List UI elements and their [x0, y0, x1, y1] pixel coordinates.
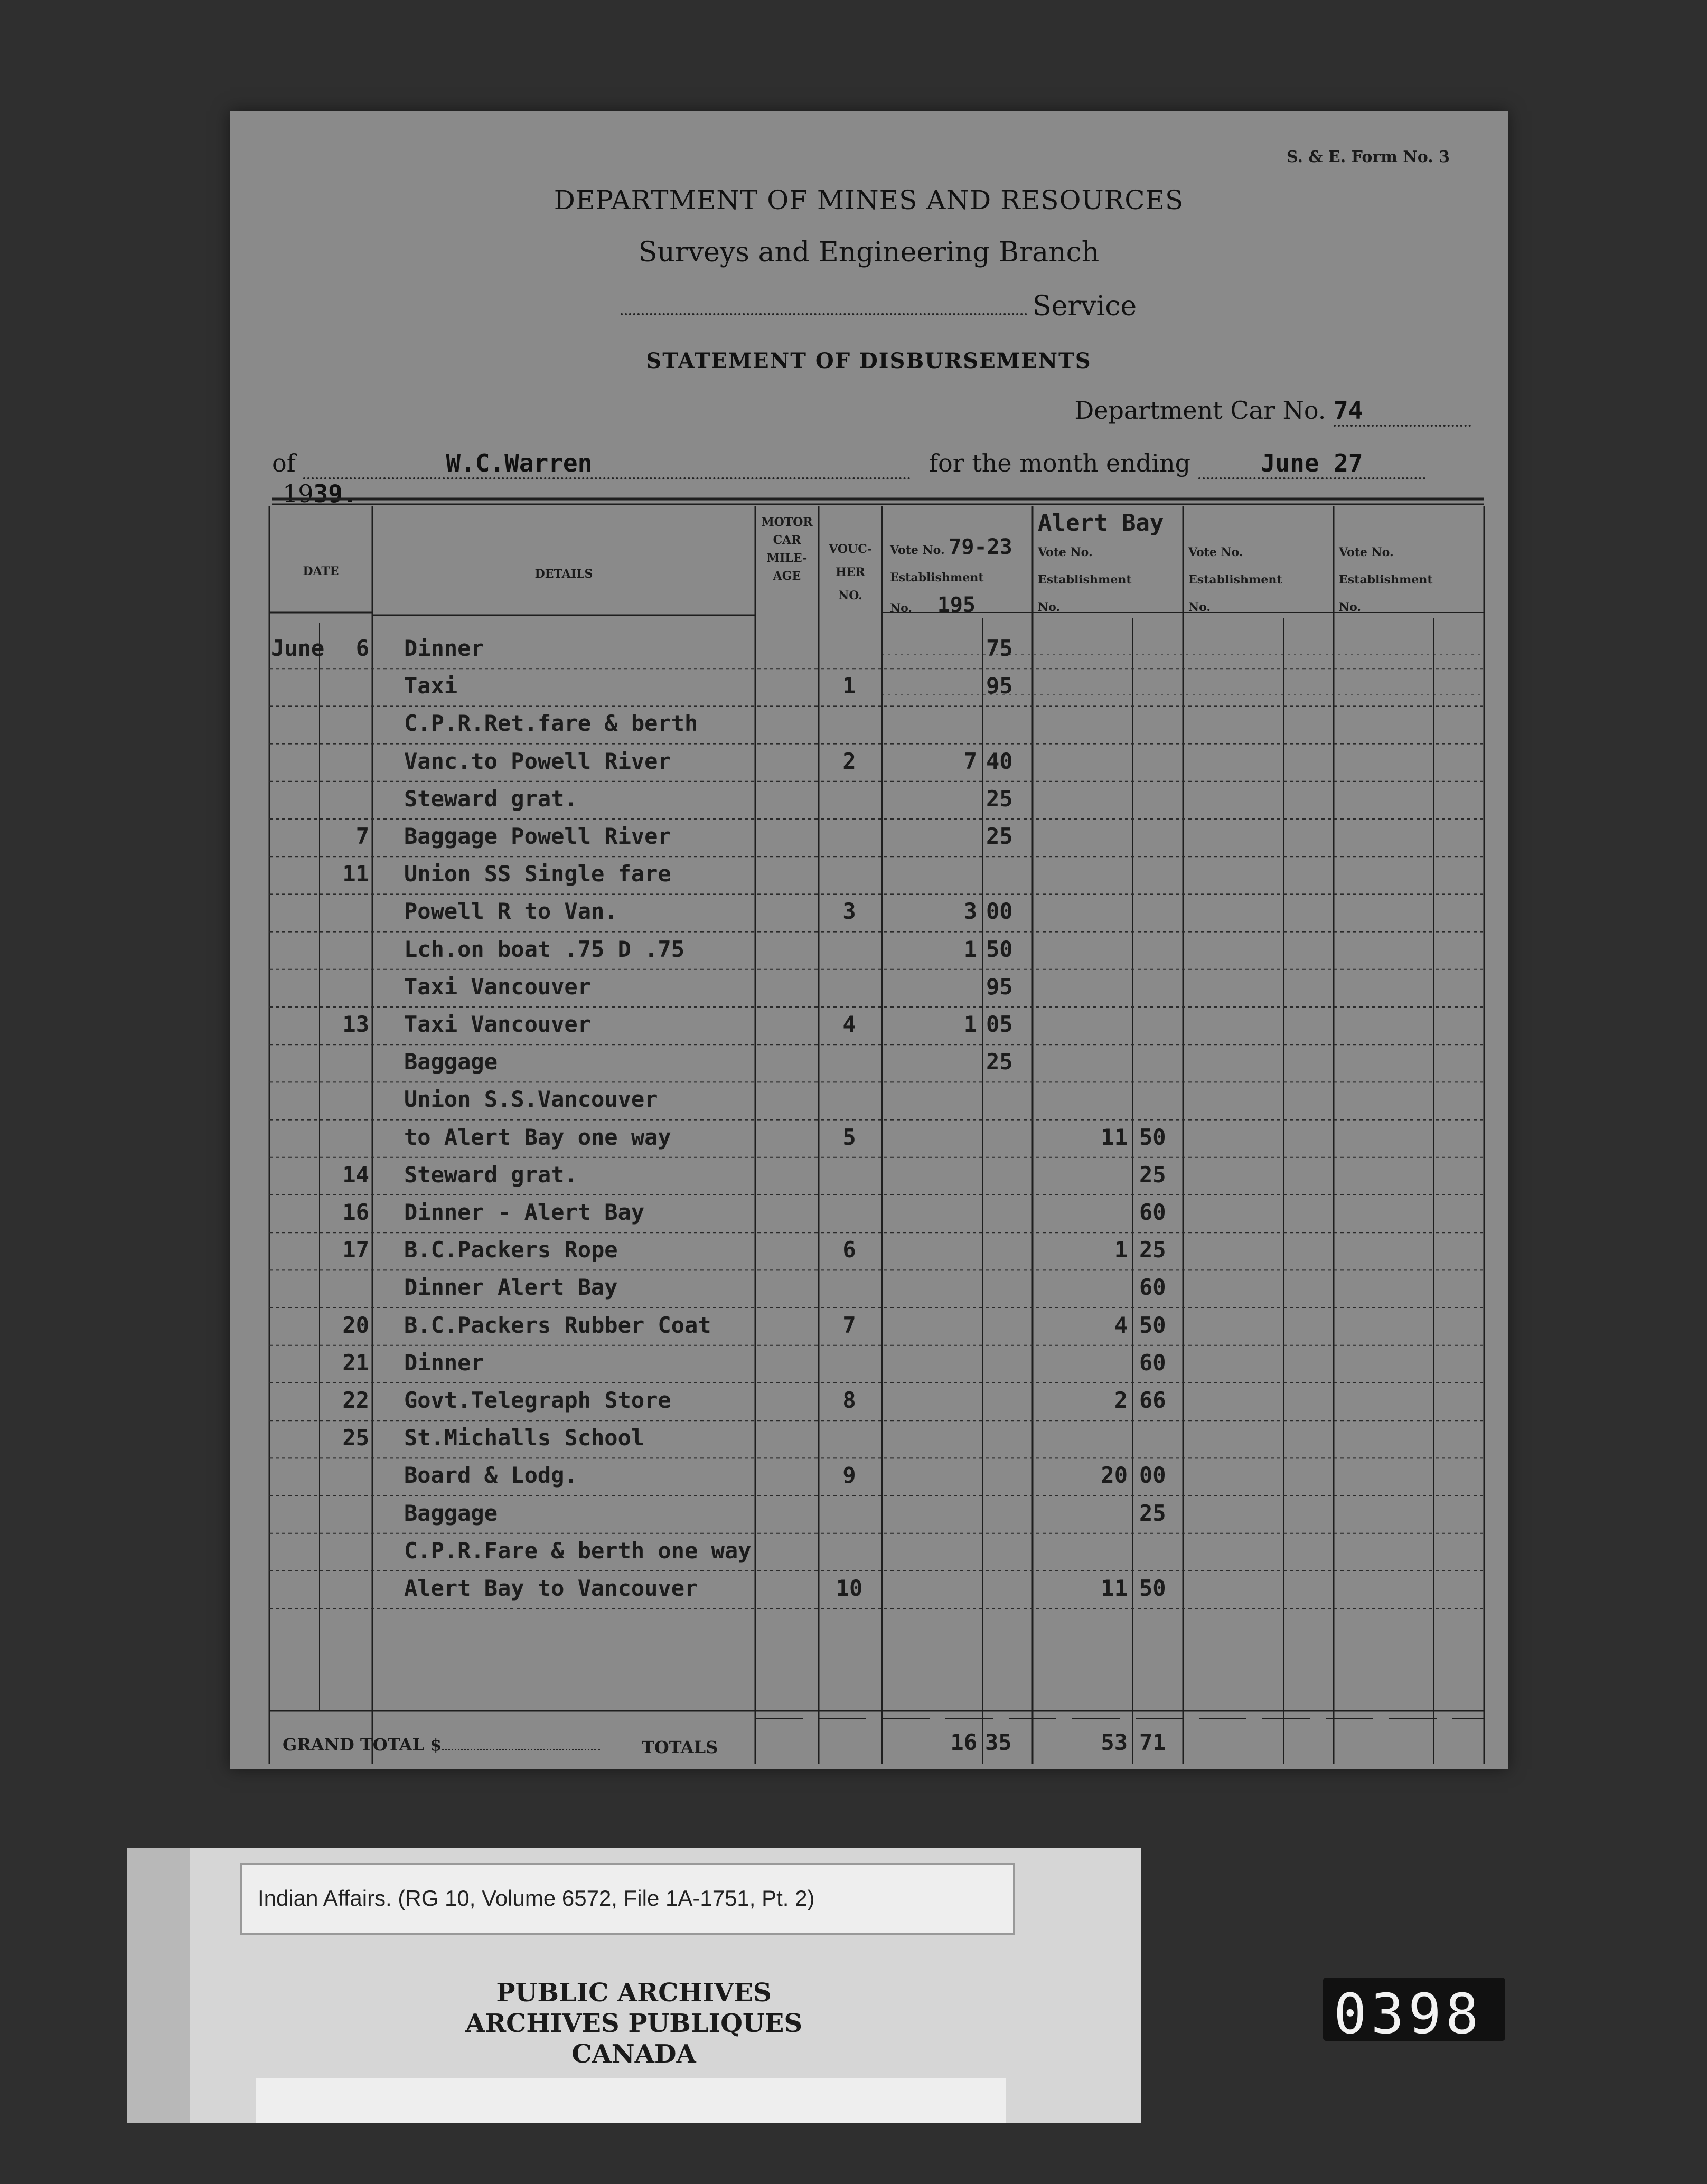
vote1-cents: 25	[986, 1049, 1013, 1075]
voucher-number: 4	[842, 1011, 856, 1037]
vote2-cents: 50	[1139, 1124, 1166, 1150]
detail-text: B.C.Packers Rope	[404, 1237, 618, 1263]
mileage-header-line: CAR	[773, 533, 801, 547]
date-day: 17	[342, 1237, 369, 1263]
date-day: 16	[342, 1199, 369, 1225]
establishment-label: Establishment	[890, 571, 984, 585]
detail-text: Board & Lodg.	[404, 1462, 578, 1489]
date-day: 25	[342, 1425, 369, 1451]
no-label: No.	[1339, 600, 1362, 614]
month-label: for the month ending	[928, 449, 1191, 477]
voucher-number: 9	[842, 1462, 856, 1489]
detail-text: Dinner	[404, 635, 484, 661]
grand-total-label	[283, 1735, 600, 1755]
archive-reference: Indian Affairs. (RG 10, Volume 6572, File 1A-1751, Pt. 2)	[258, 1886, 815, 1910]
vote2-dollars: 4	[1114, 1312, 1128, 1338]
no-label: No.	[890, 601, 913, 615]
voucher-number: 3	[842, 898, 856, 925]
vote-label: Vote No.	[890, 543, 945, 557]
vote1-cents: 40	[986, 748, 1013, 774]
car-number: 74	[1334, 396, 1471, 427]
vote2-cents: 50	[1139, 1312, 1166, 1338]
month-value: June 27	[1198, 449, 1425, 479]
detail-text: Union SS Single fare	[404, 861, 671, 887]
date-day: 22	[342, 1387, 369, 1413]
detail-text: St.Michalls School	[404, 1425, 645, 1451]
vote1-number: 79-23	[949, 535, 1012, 559]
date-day: 11	[342, 861, 369, 887]
vote1-establishment-number: 195	[937, 593, 976, 617]
vote-label: Vote No.	[1188, 545, 1243, 559]
detail-text: Steward grat.	[404, 1161, 578, 1188]
frame-number-counter	[1323, 1978, 1505, 2046]
branch-title: Surveys and Engineering Branch	[638, 237, 1100, 268]
label-bottom-strip	[256, 2078, 1006, 2123]
vote1-cents: 00	[986, 898, 1013, 925]
vote2-cents: 60	[1139, 1274, 1166, 1301]
voucher-number: 5	[842, 1124, 856, 1150]
vote2-cents: 00	[1139, 1462, 1166, 1489]
vote2-dollars: 1	[1114, 1237, 1128, 1263]
voucher-header-line: NO.	[838, 589, 862, 603]
vote2-cents: 25	[1139, 1161, 1166, 1188]
vote-label: Vote No.	[1339, 545, 1394, 559]
archive-line-3: CANADA	[571, 2039, 696, 2069]
date-column-header: DATE	[303, 564, 339, 578]
detail-text: Dinner	[404, 1349, 484, 1376]
vote2-header	[1038, 539, 1180, 621]
archive-stamp	[127, 1978, 1141, 2069]
detail-text: Baggage	[404, 1500, 498, 1526]
vote1-dollars: 7	[963, 748, 977, 774]
voucher-number: 1	[842, 673, 856, 699]
date-day: 6	[355, 635, 369, 661]
date-day: 21	[342, 1349, 369, 1376]
vote1-cents: 25	[986, 785, 1013, 812]
vote2-cents: 50	[1139, 1575, 1166, 1601]
voucher-number: 7	[842, 1312, 856, 1338]
car-label: Department Car No.	[1074, 396, 1326, 425]
disbursement-form	[230, 111, 1508, 1769]
vote1-cents: 05	[986, 1011, 1013, 1037]
establishment-label: Establishment	[1339, 573, 1433, 587]
detail-text: Taxi Vancouver	[404, 1011, 592, 1037]
year-prefix: 19	[283, 479, 314, 508]
vote1-cents: 75	[986, 635, 1013, 661]
detail-text: Vanc.to Powell River	[404, 748, 671, 774]
mileage-header-line: MILE-	[766, 551, 808, 565]
establishment-label: Establishment	[1038, 573, 1132, 587]
detail-text: Taxi Vancouver	[404, 973, 592, 1000]
detail-text: Govt.Telegraph Store	[404, 1387, 671, 1413]
details-column-header: DETAILS	[534, 567, 593, 581]
person-name: W.C.Warren	[303, 449, 911, 479]
vote2-dollars: 20	[1101, 1462, 1128, 1489]
vote3-header	[1188, 539, 1331, 621]
grand-total-text: GRAND TOTAL $	[283, 1735, 442, 1755]
detail-text: Alert Bay to Vancouver	[404, 1575, 698, 1601]
service-label: Service	[1033, 290, 1137, 322]
detail-text: Dinner Alert Bay	[404, 1274, 618, 1301]
department-title: DEPARTMENT OF MINES AND RESOURCES	[554, 185, 1184, 215]
detail-text: Baggage	[404, 1049, 498, 1075]
vote2-title: Alert Bay	[1038, 510, 1164, 536]
vote2-cents: 66	[1139, 1387, 1166, 1413]
date-month: June	[271, 635, 325, 661]
vote2-cents: 60	[1139, 1199, 1166, 1225]
date-day: 20	[342, 1312, 369, 1338]
year-suffix: 39.	[313, 479, 358, 508]
establishment-label: Establishment	[1188, 573, 1282, 587]
no-label: No.	[1188, 600, 1211, 614]
detail-text: Taxi	[404, 673, 458, 699]
voucher-header-line: HER	[836, 566, 865, 579]
detail-text: Steward grat.	[404, 785, 578, 812]
vote1-cents: 50	[986, 936, 1013, 962]
voucher-number: 6	[842, 1237, 856, 1263]
vote1-cents: 25	[986, 823, 1013, 849]
vote4-header	[1339, 539, 1481, 621]
archive-reference-strip	[240, 1863, 1015, 1935]
detail-text: to Alert Bay one way	[404, 1124, 671, 1150]
mileage-header-line: AGE	[773, 569, 801, 583]
vote1-dollars: 1	[963, 1011, 977, 1037]
form-number: S. & E. Form No. 3	[1286, 148, 1450, 166]
voucher-column-header	[819, 538, 882, 607]
of-label: of	[272, 449, 296, 477]
detail-text: Union S.S.Vancouver	[404, 1086, 658, 1113]
vote2-total-cents: 71	[1139, 1729, 1166, 1755]
voucher-header-line: VOUC-	[829, 542, 872, 556]
date-day: 14	[342, 1161, 369, 1188]
detail-text: Baggage Powell River	[404, 823, 671, 849]
mileage-header-line: MOTOR	[761, 515, 813, 529]
date-day: 13	[342, 1011, 369, 1037]
vote1-cents: 95	[986, 973, 1013, 1000]
detail-text: C.P.R.Ret.fare & berth	[404, 710, 698, 737]
detail-text: C.P.R.Fare & berth one way	[404, 1537, 752, 1564]
vote1-header	[890, 533, 1033, 622]
totals-label: TOTALS	[642, 1737, 718, 1757]
archive-line-2: ARCHIVES PUBLIQUES	[465, 2009, 802, 2038]
no-label: No.	[1038, 600, 1061, 614]
detail-text: B.C.Packers Rubber Coat	[404, 1312, 711, 1338]
vote1-total-dollars: 16	[950, 1729, 977, 1755]
date-day: 7	[355, 823, 369, 849]
voucher-number: 2	[842, 748, 856, 774]
frame-number: 0398	[1334, 1982, 1483, 2046]
detail-text: Lch.on boat .75 D .75	[404, 936, 685, 962]
vote1-dollars: 3	[963, 898, 977, 925]
voucher-number: 8	[842, 1387, 856, 1413]
voucher-number: 10	[836, 1575, 863, 1601]
vote2-dollars: 11	[1101, 1575, 1128, 1601]
mileage-column-header	[755, 513, 819, 585]
vote2-cents: 25	[1139, 1237, 1166, 1263]
vote-label: Vote No.	[1038, 545, 1093, 559]
detail-text: Dinner - Alert Bay	[404, 1199, 645, 1225]
detail-text: Powell R to Van.	[404, 898, 618, 925]
vote2-dollars: 11	[1101, 1124, 1128, 1150]
vote2-cents: 25	[1139, 1500, 1166, 1526]
vote1-dollars: 1	[963, 936, 977, 962]
vote2-total-dollars: 53	[1101, 1729, 1128, 1755]
statement-title: STATEMENT OF DISBURSEMENTS	[646, 349, 1092, 373]
vote2-dollars: 2	[1114, 1387, 1128, 1413]
vote1-total-cents: 35	[985, 1729, 1012, 1755]
vote1-cents: 95	[986, 673, 1013, 699]
archive-line-1: PUBLIC ARCHIVES	[496, 1978, 772, 2008]
archive-label	[127, 1848, 1141, 2123]
vote2-cents: 60	[1139, 1349, 1166, 1376]
